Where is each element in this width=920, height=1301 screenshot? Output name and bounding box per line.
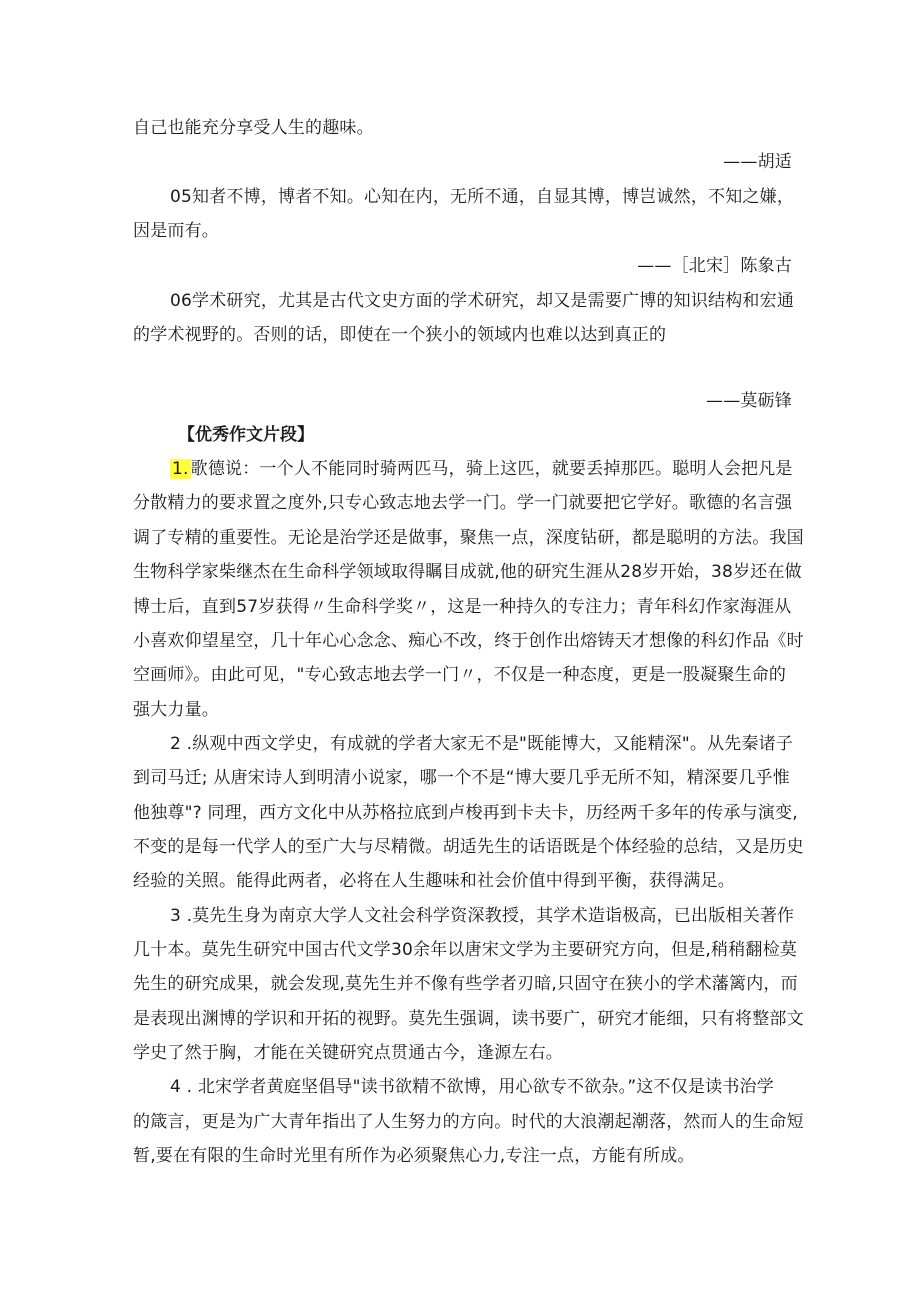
para1-line: 调了专精的重要性。无论是治学还是做事，聚焦一点，深度钻研，都是聪明的方法。我国: [133, 528, 804, 548]
quote06-line: 06学术研究，尤其是古代文史方面的学术研究，却又是需要广博的知识结构和宏通: [170, 291, 795, 311]
para3-line: 先生的研究成果，就会发现,莫先生并不像有些学者刃暗,只固守在狭小的学术藩篱内，而: [133, 974, 798, 994]
para1-line: 歌德说：一个人不能同时骑两匹马，骑上这匹，就要丢掉那匹。聪明人会把凡是: [190, 459, 793, 479]
para1-line: 空画师》。由此可见，"专心致志地去学一门〃，不仅是一种态度，更是一股凝聚生命的: [133, 665, 787, 685]
para2-line: 他独尊"? 同理，西方文化中从苏格拉底到卢梭再到卡夫卡，历经两千多年的传承与演变,: [133, 803, 798, 823]
quote04-author: ——胡适: [723, 152, 792, 172]
para4-line: 的箴言，更是为广大青年指出了人生努力的方向。时代的大浪潮起潮落，然而人的生命短: [133, 1112, 804, 1132]
para2-line: 到司马迁; 从唐宋诗人到明清小说家，哪一个不是“博大要几乎无所不知，精深要几乎惟: [133, 768, 790, 788]
quote05-author: ——［北宋］陈象古: [637, 256, 792, 276]
para1-line: 小喜欢仰望星空，几十年心心念念、痴心不改，终于创作出熔铸天才想像的科幻作品《时: [133, 631, 804, 651]
para3-line: 学史了然于胸，才能在关键研究点贯通古今，逢源左右。: [133, 1043, 563, 1063]
quote05-line: 05知者不博，博者不知。心知在内，无所不通，自显其博，博岂诚然，不知之嫌，: [170, 187, 795, 207]
para1-line: 博士后，直到57岁获得〃生命科学奖〃，这是一种持久的专注力；青年科幻作家海涯从: [133, 597, 792, 617]
para1-line: 生物科学家柴继杰在生命科学领域取得瞩目成就,他的研究生涯从28岁开始，38岁还在做: [133, 562, 802, 582]
para2-line: 不变的是每一代学人的至广大与尽精微。胡适先生的话语既是个体经验的总结，又是历史: [133, 837, 804, 857]
para4-line: 4 . 北宋学者黄庭坚倡导"读书欲精不欲博，用心欲专不欲杂。”这不仅是读书治学: [170, 1077, 774, 1097]
quote05-line: 因是而有。: [133, 221, 219, 241]
para3-line: 几十本。莫先生研究中国古代文学30余年以唐宋文学为主要研究方向，但是,稍稍翻检莫: [133, 940, 798, 960]
para1-first-line: [170, 458, 795, 480]
quote04-tail: 自己也能充分享受人生的趣味。: [133, 118, 374, 138]
para3-line: 是表现出渊博的学识和开拓的视野。莫先生强调，读书要广，研究才能细，只有将整部文: [133, 1009, 804, 1029]
para2-line: 经验的关照。能得此两者，必将在人生趣味和社会价值中得到平衡，获得满足。: [133, 871, 735, 891]
quote06-line: 的学术视野的。否则的话，即使在一个狭小的领域内也难以达到真正的: [133, 325, 667, 345]
section-heading: 【优秀作文片段】: [178, 425, 314, 445]
quote06-author: ——莫砺锋: [706, 391, 792, 411]
para3-line: 3 .莫先生身为南京大学人文社会科学资深教授，其学术造诣极高，已出版相关著作: [170, 906, 795, 926]
para1-number-highlight: 1.: [172, 459, 189, 479]
para1-line: 分散精力的要求置之度外,只专心致志地去学一门。学一门就要把它学好。歌德的名言强: [133, 493, 793, 513]
para2-line: 2 .纵观中西文学史，有成就的学者大家无不是"既能博大，又能精深"。从先秦诸子: [170, 734, 794, 754]
para4-line: 暂,要在有限的生命时光里有所作为必须聚焦心力,专注一点，方能有所成。: [133, 1146, 695, 1166]
para1-line: 强大力量。: [133, 700, 219, 720]
